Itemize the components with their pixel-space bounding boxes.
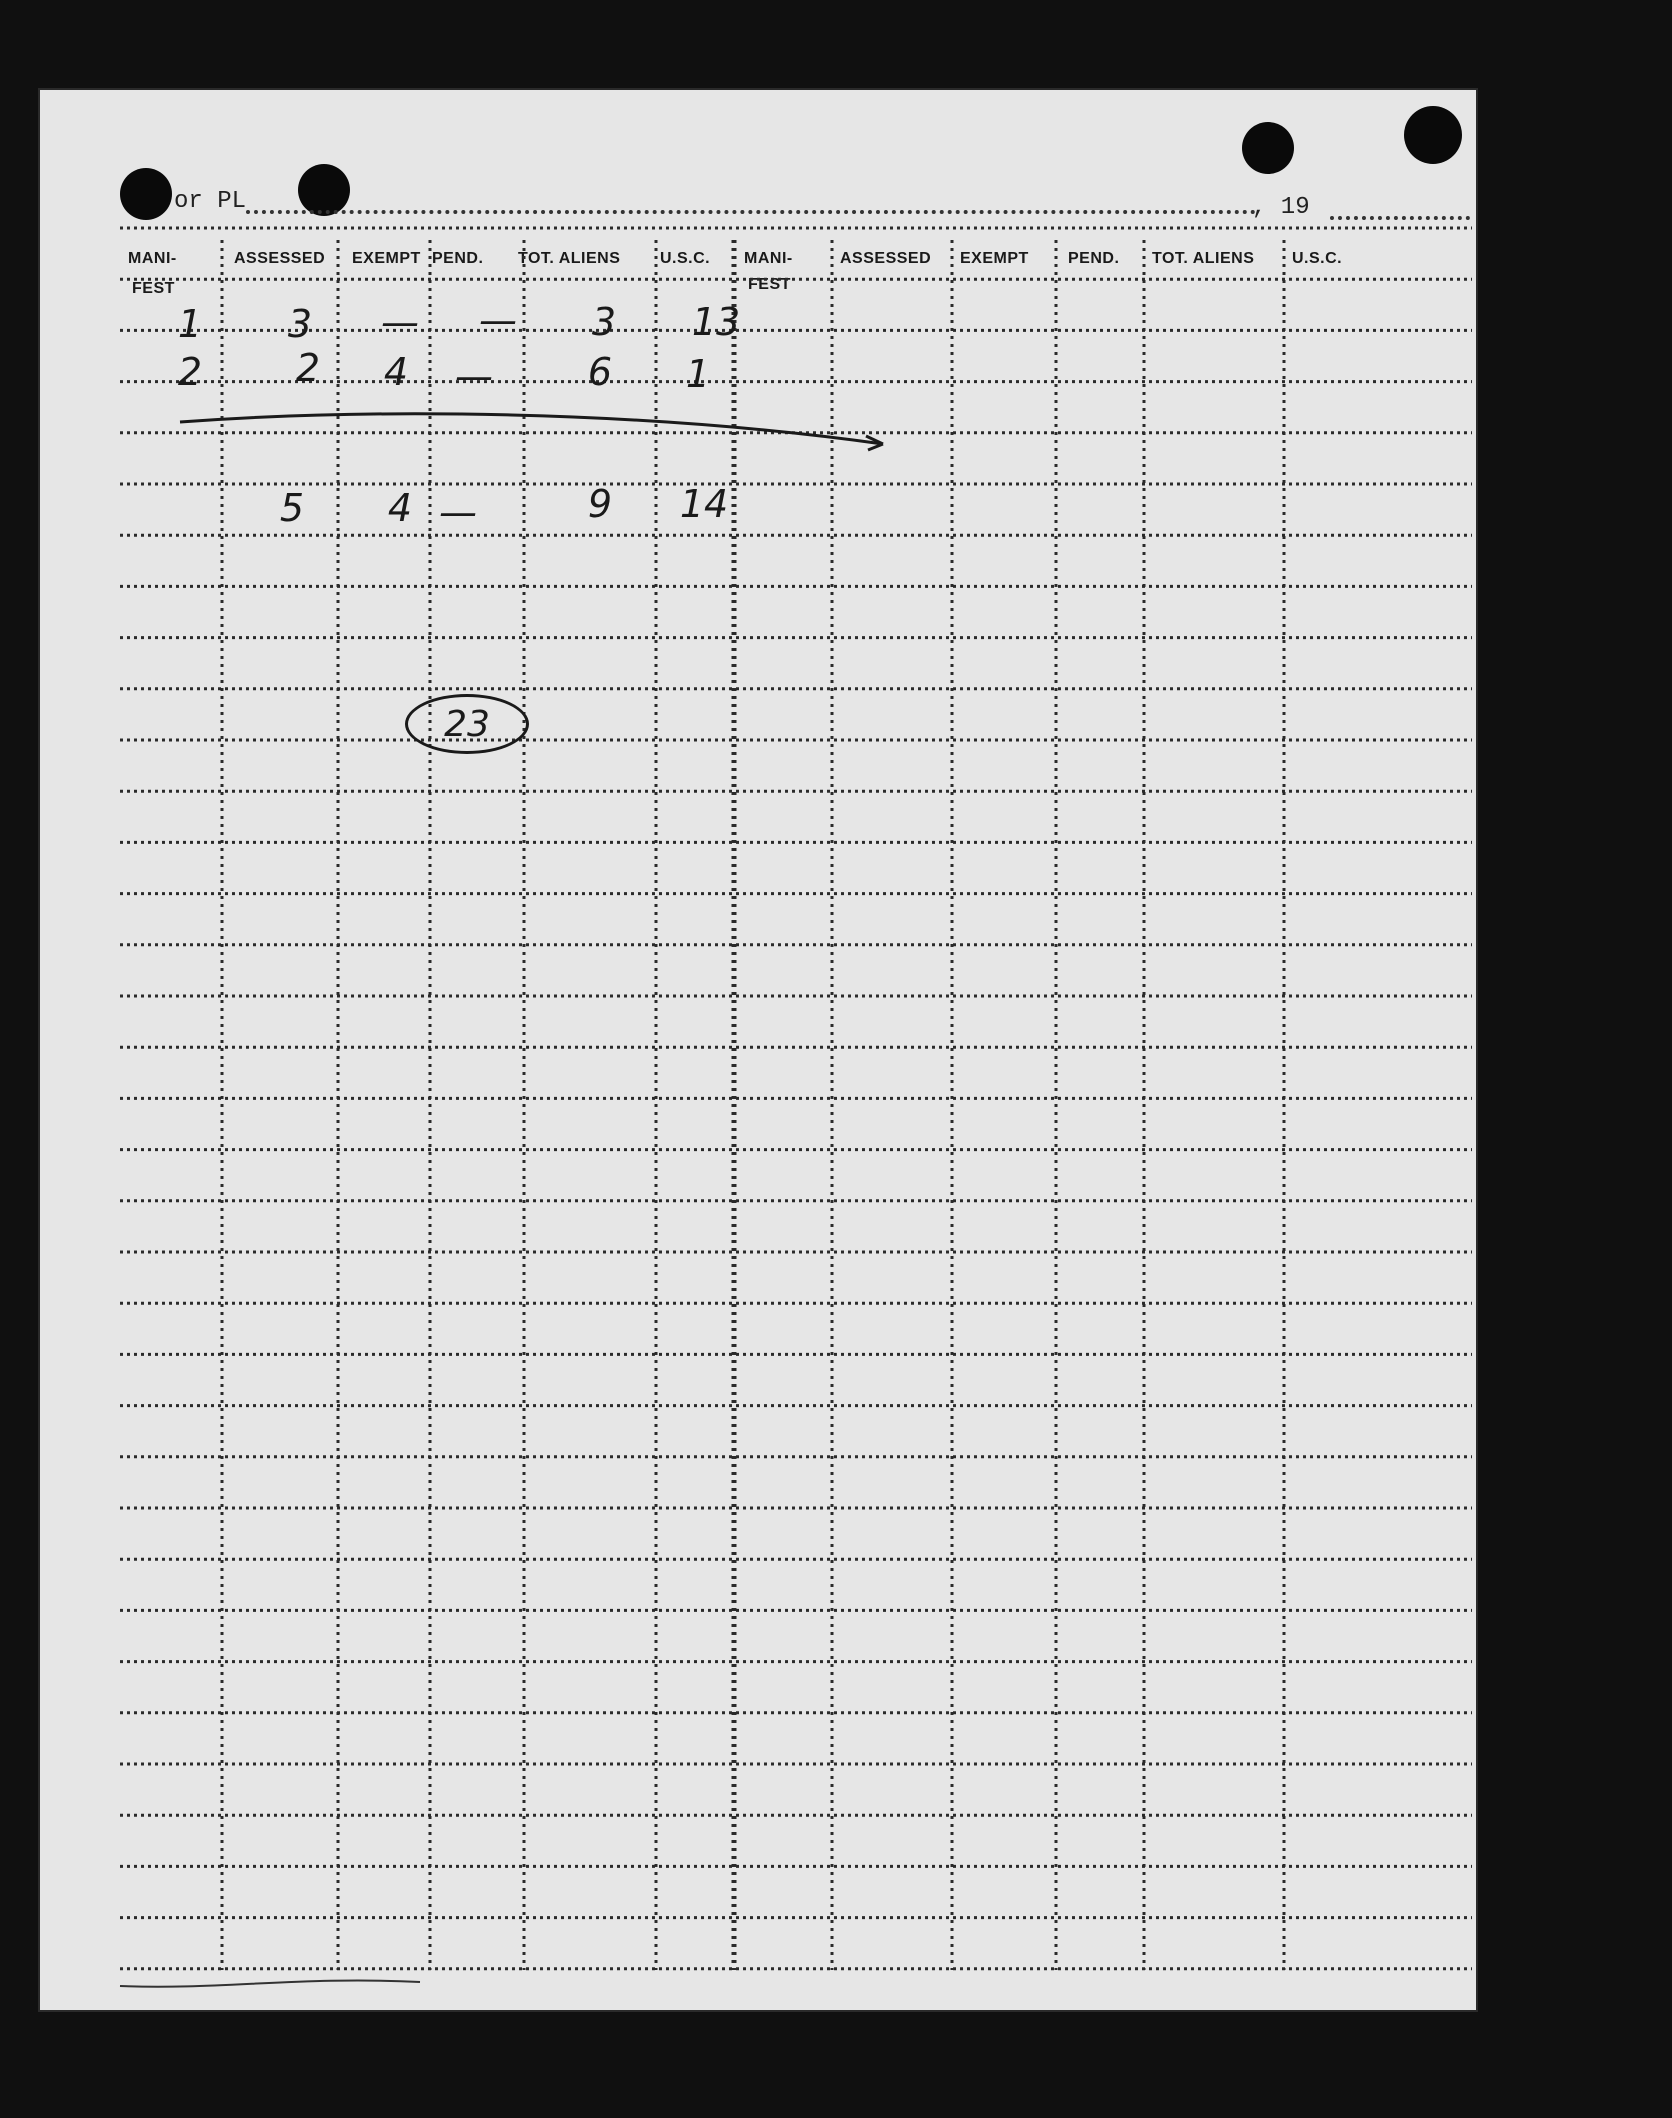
total-exempt: 4: [387, 486, 413, 530]
bottom-ink-line: [120, 1980, 420, 1986]
col-exempt: EXEMPT: [352, 250, 421, 267]
row1-tot-aliens: 3: [591, 300, 617, 344]
col-assessed-right: ASSESSED: [840, 250, 932, 267]
row1-exempt: —: [381, 300, 419, 344]
year-leader: [1330, 216, 1470, 220]
subtotal-stroke: [180, 414, 883, 444]
col-usc-right: U.S.C.: [1292, 250, 1343, 267]
col-assessed: ASSESSED: [234, 250, 326, 267]
row2-exempt: 4: [383, 350, 409, 394]
col-tot-aliens-right: TOT. ALIENS: [1152, 250, 1255, 267]
col-manifest-1: MANI-: [128, 250, 177, 267]
total-tot-aliens: 9: [587, 482, 613, 526]
grand-total-circle: [405, 694, 529, 754]
title-leader: [246, 210, 1256, 214]
col-pend-right: PEND.: [1068, 250, 1120, 267]
row2-tot-aliens: 6: [587, 350, 613, 394]
row1-usc: 13: [691, 300, 741, 344]
col-manifest-2: FEST: [132, 280, 175, 297]
header-year: , 19: [1252, 194, 1310, 221]
col-usc: U.S.C.: [660, 250, 711, 267]
row2-usc: 1: [685, 352, 711, 396]
col-pend: PEND.: [432, 250, 484, 267]
dotted-grid: [40, 90, 1476, 2010]
total-pend: —: [439, 490, 477, 534]
sheet-header: [40, 90, 1476, 350]
subtotal-arrow: [866, 436, 883, 450]
row1-pend: —: [479, 298, 517, 342]
header-title: or PL: [174, 188, 247, 215]
row1-manifest: 1: [177, 302, 203, 346]
col-exempt-right: EXEMPT: [960, 250, 1029, 267]
col-tot-aliens: TOT. ALIENS: [518, 250, 621, 267]
row1-assessed: 3: [287, 302, 313, 346]
row2-manifest: 2: [177, 350, 203, 394]
grand-total: 23: [444, 703, 490, 745]
row2-assessed: 2: [295, 346, 321, 390]
col-manifest-right-1: MANI-: [744, 250, 793, 267]
total-usc: 14: [679, 482, 729, 526]
total-assessed: 5: [279, 486, 305, 530]
col-manifest-right-2: FEST: [748, 276, 791, 293]
ledger-sheet: [40, 90, 1476, 2010]
row2-pend: —: [455, 354, 493, 398]
